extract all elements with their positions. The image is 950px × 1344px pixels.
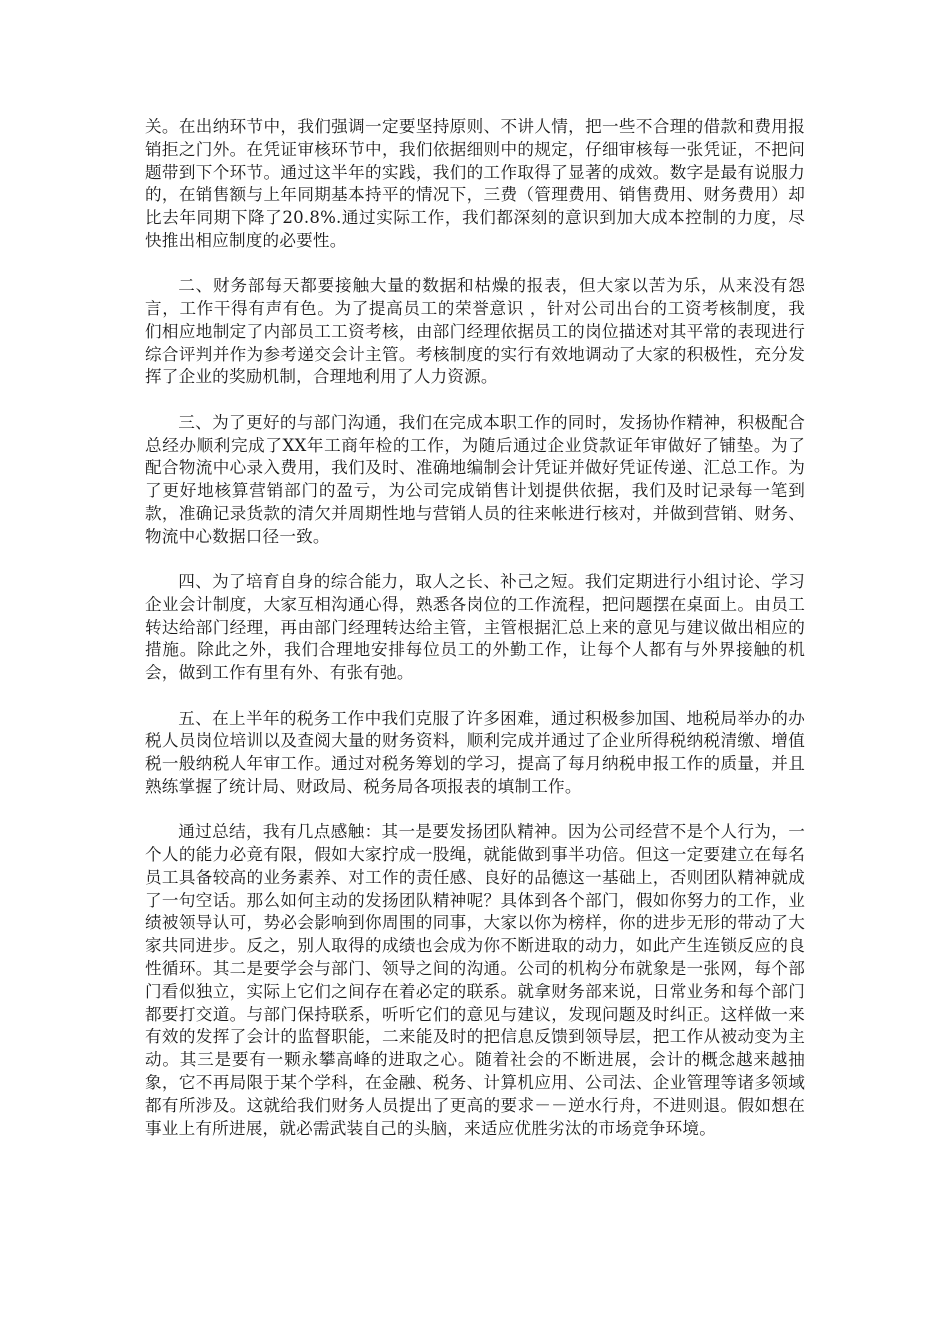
paragraph-point-two: 二、财务部每天都要接触大量的数据和枯燥的报表，但大家以苦为乐，从来没有怨言，工作干得有声有色。为了提高员工的荣誉意识 ，针对公司出台的工资考核制度，我们相应地制定了内部员工工资考核，由部门经理依据员工的岗位描述对其平常的表现进行综合评判并作为参考递交会计主管。考核制度的实行有效地调动了大家的积极性，充分发挥了企业的奖励机制，合理地利用了人力资源。 (145, 276, 805, 387)
paragraph-point-five: 五、在上半年的税务工作中我们克服了许多困难，通过积极参加国、地税局举办的办税人员岗位培训以及查阅大量的财务资料，顺利完成并通过了企业所得税纳税清缴、增值税一般纳税人年审工作。通过对税务筹划的学习，提高了每月纳税申报工作的质量，并且熟练掌握了统计局、财政局、税务局各项报表的填制工作。 (145, 708, 805, 796)
paragraph-point-four: 四、为了培育自身的综合能力，取人之长、补己之短。我们定期进行小组讨论、学习企业会计制度，大家互相沟通心得，熟悉各岗位的工作流程，把问题摆在桌面上。由员工转达给部门经理，再由部门经理转达给主管，主管根据汇总上来的意见与建议做出相应的措施。除此之外，我们合理地安排每位员工的外勤工作，让每个人都有与外界接触的机会，做到工作有里有外、有张有弛。 (145, 572, 805, 683)
paragraph-cost-control: 关。在出纳环节中，我们强调一定要坚持原则、不讲人情，把一些不合理的借款和费用报销拒之门外。在凭证审核环节中，我们依据细则中的规定，仔细审核每一张凭证，不把问题带到下个环节。通过这半年的实践，我们的工作取得了显著的成效。数字是最有说服力的，在销售额与上年同期基本持平的情况下，三费（管理费用、销售费用、财务费用）却比去年同期下降了20.8%.通过实际工作，我们都深刻的意识到加大成本控制的力度，尽快推出相应制度的必要性。 (145, 117, 805, 250)
paragraph-summary: 通过总结，我有几点感触：其一是要发扬团队精神。因为公司经营不是个人行为，一个人的能力必竟有限，假如大家拧成一股绳，就能做到事半功倍。但这一定要建立在每名员工具备较高的业务素养、对工作的责任感、良好的品德这一基础上，否则团队精神就成了一句空话。那么如何主动的发扬团队精神呢？具体到各个部门，假如你努力的工作，业绩被领导认可，势必会影响到你周围的同事，大家以你为榜样，你的进步无形的带动了大家共同进步。反之，别人取得的成绩也会成为你不断进取的动力，如此产生连锁反应的良性循环。其二是要学会与部门、领导之间的沟通。公司的机构分布就象是一张网，每个部门看似独立，实际上它们之间存在着必定的联系。就拿财务部来说，日常业务和每个部门都要打交道。与部门保持联系，听听它们的意见与建议，发现问题及时纠正。这样做一来有效的发挥了会计的监督职能，二来能及时的把信息反馈到领导层，把工作从被动变为主动。其三是要有一颗永攀高峰的进取之心。随着社会的不断进展，会计的概念越来越抽象，它不再局限于某个学科，在金融、税务、计算机应用、公司法、企业管理等诸多领域都有所涉及。这就给我们财务人员提出了更高的要求－－逆水行舟，不进则退。假如想在事业上有所进展，就必需武装自己的头脑，来适应优胜劣汰的市场竞争环境。 (145, 822, 805, 1138)
paragraph-point-three: 三、为了更好的与部门沟通，我们在完成本职工作的同时，发扬协作精神，积极配合总经办顺利完成了XX年工商年检的工作，为随后通过企业贷款证年审做好了铺垫。为了配合物流中心录入费用，我们及时、准确地编制会计凭证并做好凭证传递、汇总工作。为了更好地核算营销部门的盈亏，为公司完成销售计划提供依据，我们及时记录每一笔到款，准确记录货款的清欠并周期性地与营销人员的往来帐进行核对，并做到营销、财务、物流中心数据口径一致。 (145, 412, 805, 546)
